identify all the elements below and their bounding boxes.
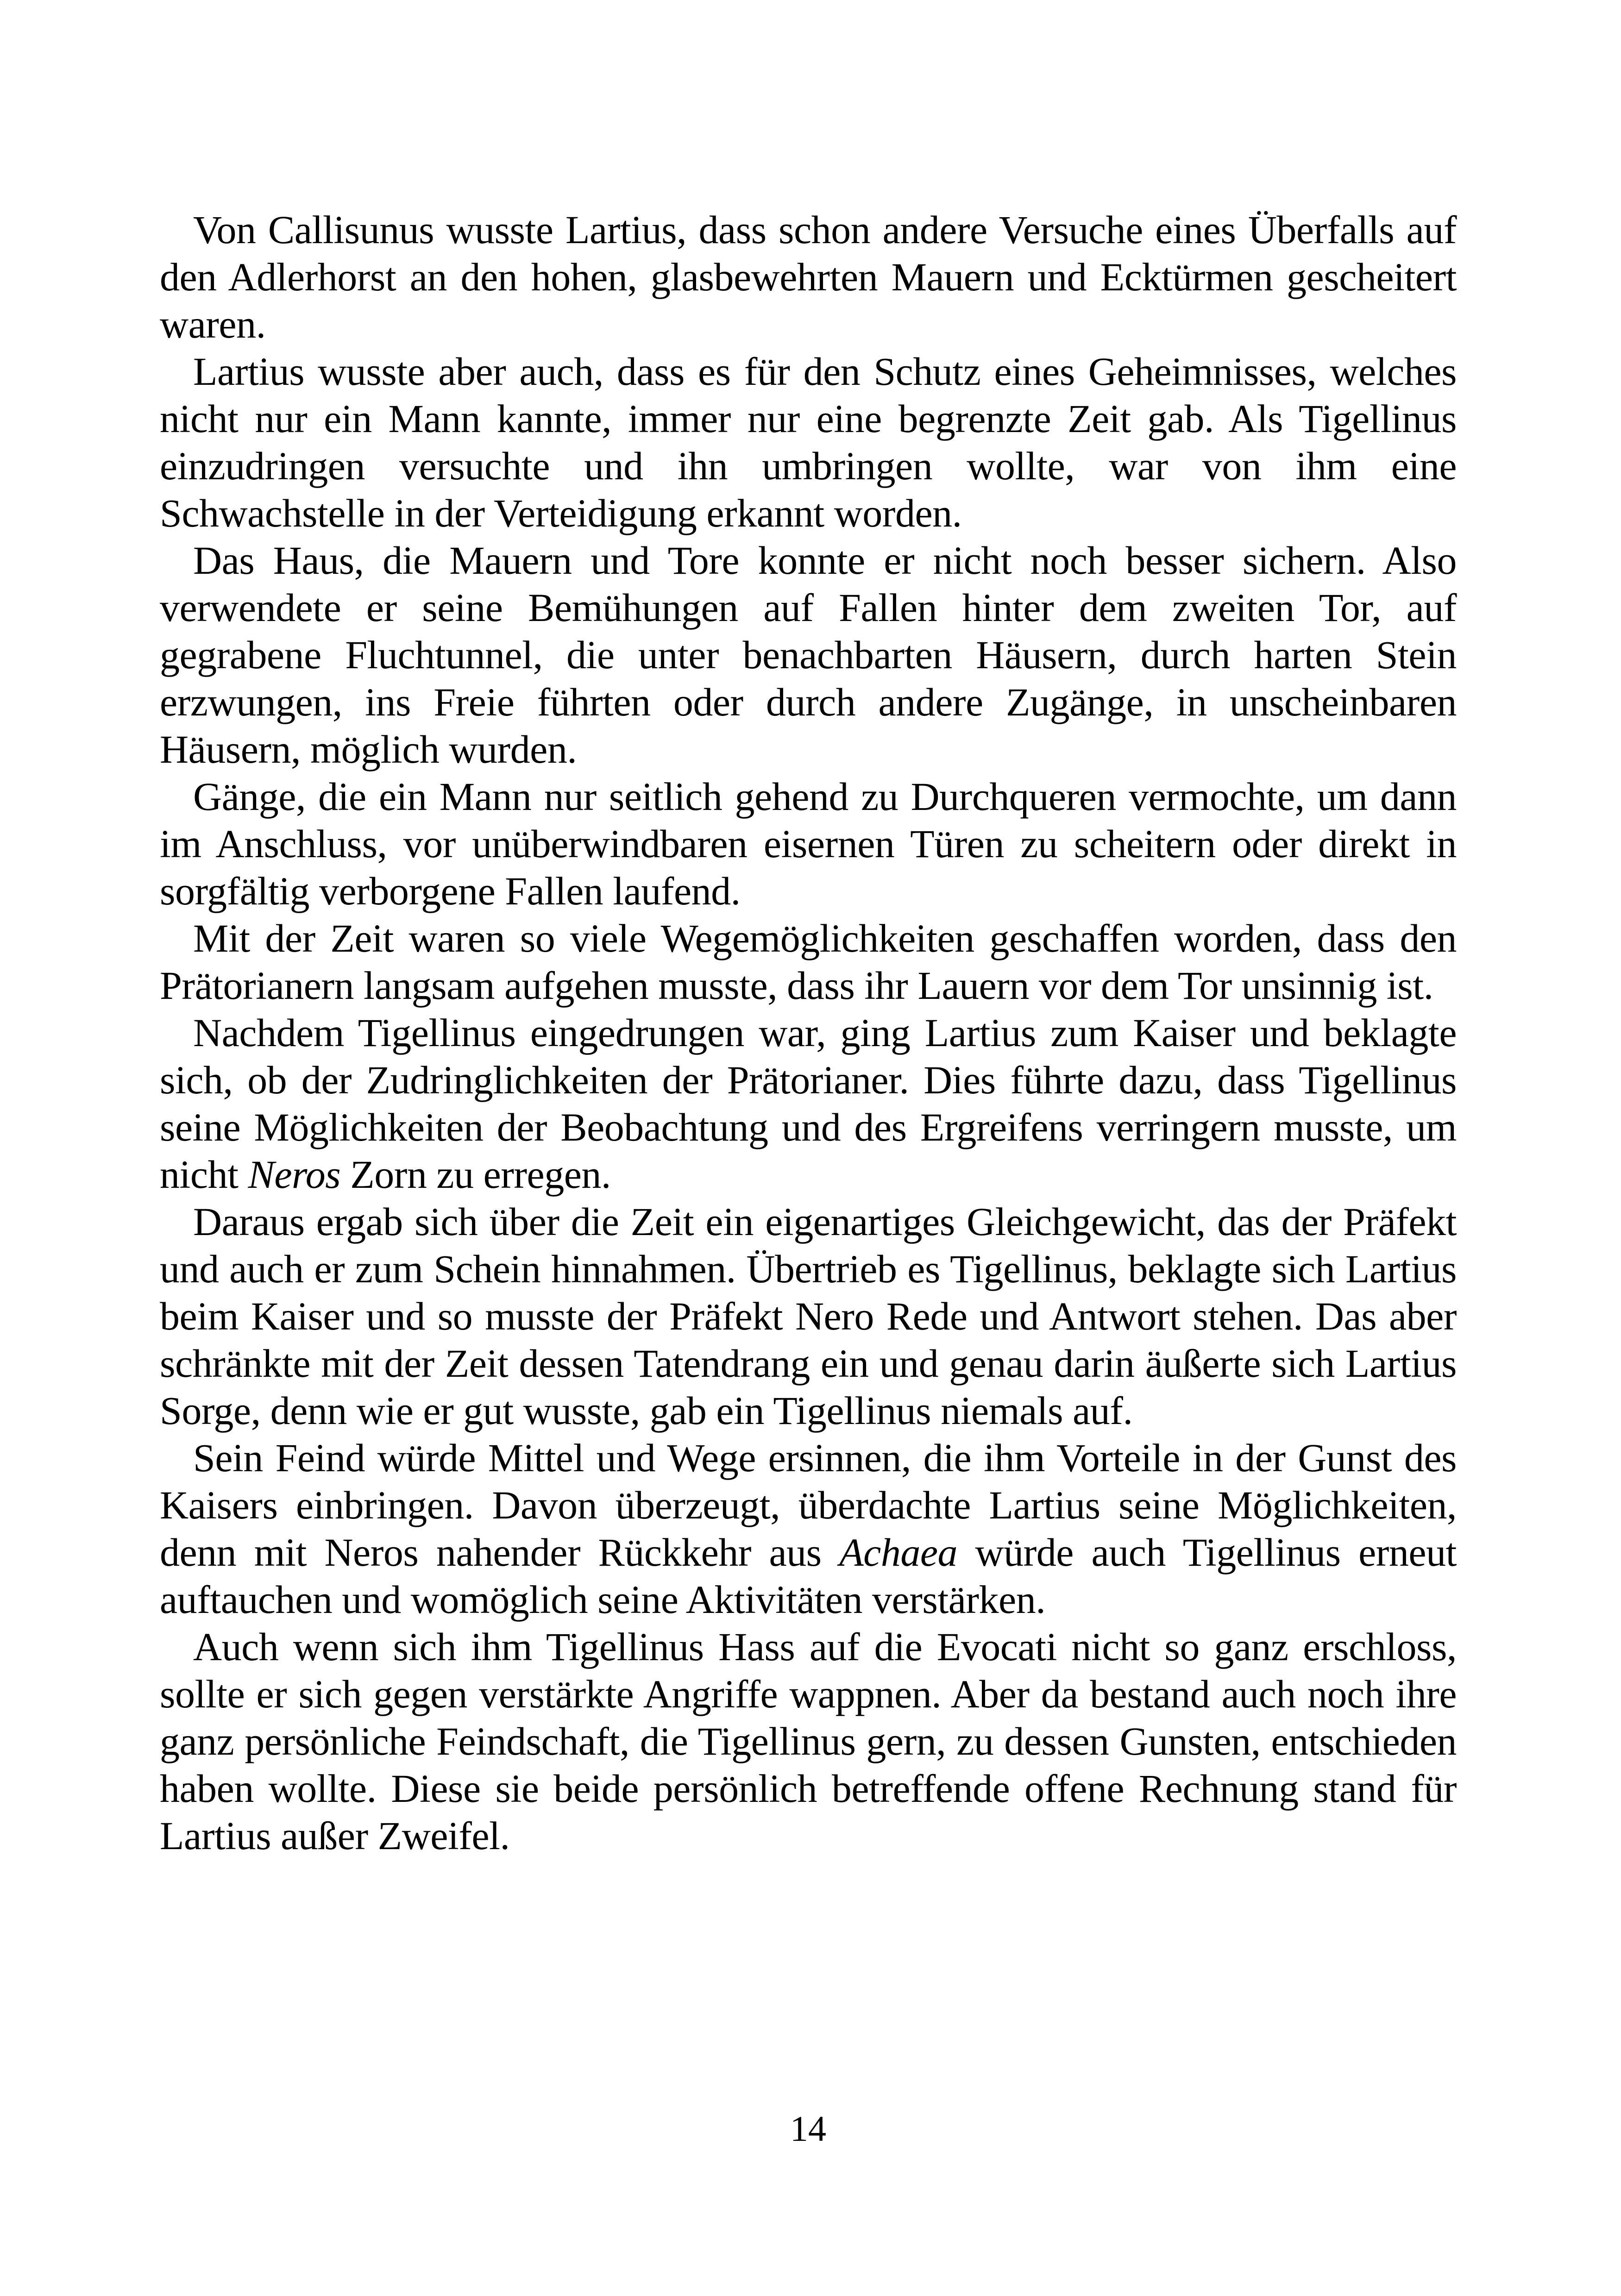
paragraph: [160, 348, 1457, 537]
text-run: Das Haus, die Mauern und Tore konnte er nicht noch besser sichern. Also verwendete er seine Bemühungen auf Fallen hinter dem zweiten Tor, auf gegrabene Fluchtunnel, die unter benachbarten Häusern, durch harten Stein erzwungen, ins Freie führten oder durch andere Zugänge, in unscheinbaren Häusern, möglich wurden.: [160, 538, 1457, 772]
page-number: 14: [790, 2108, 826, 2149]
paragraph: [160, 537, 1457, 773]
italic-text-run: Neros: [248, 1152, 341, 1197]
text-run: Sein Feind würde Mittel und Wege ersinnen, die ihm Vorteile in der Gunst des Kaisers einbringen. Davon überzeugt, überdachte Lartius seine Möglichkeiten, denn mit Neros nahender Rückkehr aus: [160, 1436, 1457, 1575]
text-run: Auch wenn sich ihm Tigellinus Hass auf die Evocati nicht so ganz erschloss, sollte er sich gegen verstärkte Angriffe wappnen. Aber da bestand auch noch ihre ganz persönliche Feindschaft, die Tigellinus gern, zu dessen Gunsten, entschieden haben wollte. Diese sie beide persönlich betreffende offene Rechnung stand für Lartius außer Zweifel.: [160, 1625, 1457, 1858]
paragraph: [160, 1198, 1457, 1434]
text-run: Nachdem Tigellinus eingedrungen war, ging Lartius zum Kaiser und beklagte sich, ob der Zudringlichkeiten der Prätorianer. Dies führte dazu, dass Tigellinus seine Möglichkeiten der Beobachtung und des Ergreifens verringern musste, um nicht: [160, 1010, 1457, 1197]
text-run: Gänge, die ein Mann nur seitlich gehend zu Durchqueren vermochte, um dann im Anschluss, vor unüberwindbaren eisernen Türen zu scheitern oder direkt in sorgfältig verborgene Fallen laufend.: [160, 774, 1457, 913]
paragraph: [160, 1009, 1457, 1198]
paragraph: [160, 1434, 1457, 1623]
paragraph: [160, 915, 1457, 1009]
text-run: würde auch Tigellinus erneut auftauchen und womöglich seine Aktivitäten verstärken.: [160, 1530, 1457, 1622]
paragraph: [160, 1623, 1457, 1859]
text-run: Von Callisunus wusste Lartius, dass schon andere Versuche eines Überfalls auf den Adlerhorst an den hohen, glasbewehrten Mauern und Ecktürmen gescheitert waren.: [160, 207, 1457, 346]
text-run: Mit der Zeit waren so viele Wegemöglichkeiten geschaffen worden, dass den Prätorianern langsam aufgehen musste, dass ihr Lauern vor dem Tor unsinnig ist.: [160, 916, 1457, 1008]
text-run: Lartius wusste aber auch, dass es für den Schutz eines Geheimnisses, welches nicht nur ein Mann kannte, immer nur eine begrenzte Zeit gab. Als Tigellinus einzudringen versuchte und ihn umbringen wollte, war von ihm eine Schwachstelle in der Verteidigung erkannt worden.: [160, 349, 1457, 535]
paragraph: [160, 206, 1457, 348]
paragraph: [160, 773, 1457, 915]
italic-text-run: Achaea: [839, 1530, 958, 1575]
page-text: [160, 206, 1457, 1859]
text-run: Daraus ergab sich über die Zeit ein eigenartiges Gleichgewicht, das der Präfekt und auch er zum Schein hinnahmen. Übertrieb es Tigellinus, beklagte sich Lartius beim Kaiser und so musste der Präfekt Nero Rede und Antwort stehen. Das aber schränkte mit der Zeit dessen Tatendrang ein und genau darin äußerte sich Lartius Sorge, denn wie er gut wusste, gab ein Tigellinus niemals auf.: [160, 1199, 1457, 1433]
text-run: Zorn zu erregen.: [340, 1152, 611, 1197]
